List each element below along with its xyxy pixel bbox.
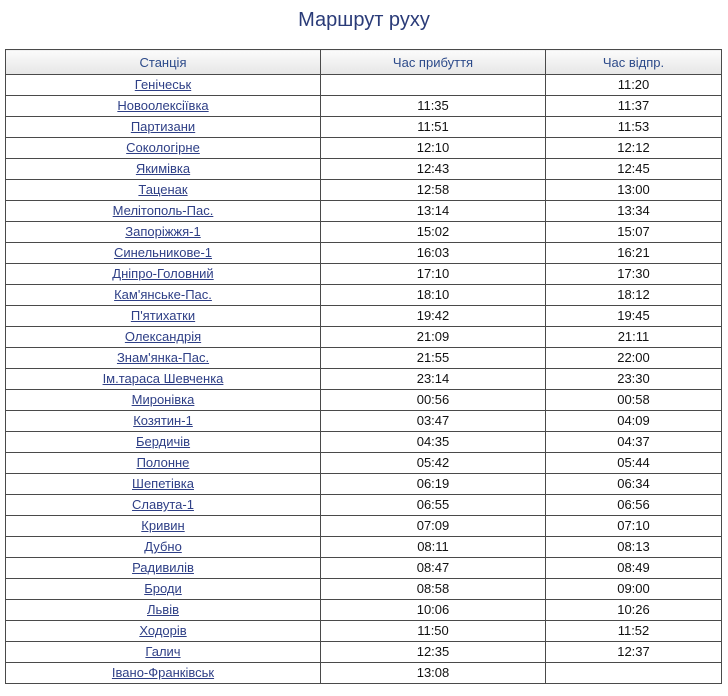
arrival-time-cell: 11:50 — [321, 621, 546, 642]
station-cell — [6, 96, 321, 117]
station-cell — [6, 348, 321, 369]
table-row — [6, 306, 722, 327]
departure-time-cell — [546, 663, 722, 684]
table-row — [6, 201, 722, 222]
arrival-time-cell: 21:55 — [321, 348, 546, 369]
station-cell — [6, 390, 321, 411]
table-row — [6, 117, 722, 138]
station-link[interactable]: Дніпро-Головний — [112, 266, 214, 281]
page-title: Маршрут руху — [298, 9, 430, 31]
departure-time-cell: 18:12 — [546, 285, 722, 306]
station-cell — [6, 306, 321, 327]
arrival-time-cell: 03:47 — [321, 411, 546, 432]
table-row — [6, 579, 722, 600]
table-row — [6, 516, 722, 537]
table-row — [6, 369, 722, 390]
arrival-time-cell: 23:14 — [321, 369, 546, 390]
station-link[interactable]: Львів — [146, 602, 179, 617]
route-table-body — [6, 75, 722, 684]
station-cell — [6, 285, 321, 306]
station-link[interactable]: Синельникове-1 — [113, 245, 213, 260]
table-row — [6, 75, 722, 96]
departure-time-cell: 00:58 — [546, 390, 722, 411]
station-link[interactable]: Новоолексіївка — [117, 98, 209, 113]
departure-time-cell: 10:26 — [546, 600, 722, 621]
departure-time-cell: 11:37 — [546, 96, 722, 117]
departure-time-cell: 04:37 — [546, 432, 722, 453]
station-link[interactable]: Таценак — [138, 182, 188, 197]
station-link[interactable]: Сокологірне — [126, 140, 200, 155]
table-row — [6, 285, 722, 306]
station-cell — [6, 243, 321, 264]
station-link[interactable]: Якимівка — [135, 161, 191, 176]
arrival-time-cell: 12:43 — [321, 159, 546, 180]
arrival-time-cell: 17:10 — [321, 264, 546, 285]
station-link[interactable]: Ім.тараса Шевченка — [102, 371, 224, 386]
table-row — [6, 453, 722, 474]
arrival-time-cell: 12:58 — [321, 180, 546, 201]
departure-time-cell: 21:11 — [546, 327, 722, 348]
arrival-time-cell: 10:06 — [321, 600, 546, 621]
departure-time-cell: 12:12 — [546, 138, 722, 159]
table-row — [6, 474, 722, 495]
table-row — [6, 642, 722, 663]
station-cell — [6, 159, 321, 180]
departure-time-cell: 13:00 — [546, 180, 722, 201]
column-header-station: Станція — [6, 50, 321, 75]
station-link[interactable]: Полонне — [136, 455, 190, 470]
station-link[interactable]: Олександрія — [124, 329, 202, 344]
table-row — [6, 138, 722, 159]
table-row — [6, 243, 722, 264]
column-header-arrival: Час прибуття — [321, 50, 546, 75]
table-row — [6, 390, 722, 411]
arrival-time-cell: 12:10 — [321, 138, 546, 159]
station-cell — [6, 537, 321, 558]
station-link[interactable]: Славута-1 — [132, 497, 194, 512]
arrival-time-cell: 11:51 — [321, 117, 546, 138]
station-link[interactable]: Партизани — [130, 119, 196, 134]
station-link[interactable]: Кривин — [141, 518, 185, 533]
station-link[interactable]: Миронівка — [131, 392, 195, 407]
station-link[interactable]: Шепетівка — [132, 476, 194, 491]
table-row — [6, 222, 722, 243]
departure-time-cell: 11:20 — [546, 75, 722, 96]
departure-time-cell: 11:53 — [546, 117, 722, 138]
station-cell — [6, 264, 321, 285]
table-row — [6, 537, 722, 558]
station-cell — [6, 558, 321, 579]
arrival-time-cell: 06:55 — [321, 495, 546, 516]
departure-time-cell: 17:30 — [546, 264, 722, 285]
station-cell — [6, 75, 321, 96]
table-row — [6, 600, 722, 621]
station-cell — [6, 453, 321, 474]
station-link[interactable]: П'ятихатки — [130, 308, 196, 323]
station-link[interactable]: Івано-Франківськ — [111, 665, 215, 680]
arrival-time-cell: 12:35 — [321, 642, 546, 663]
departure-time-cell: 06:34 — [546, 474, 722, 495]
station-cell — [6, 411, 321, 432]
station-cell — [6, 621, 321, 642]
departure-time-cell: 23:30 — [546, 369, 722, 390]
table-row — [6, 327, 722, 348]
table-row — [6, 411, 722, 432]
arrival-time-cell: 04:35 — [321, 432, 546, 453]
arrival-time-cell: 00:56 — [321, 390, 546, 411]
station-cell — [6, 663, 321, 684]
station-cell — [6, 516, 321, 537]
station-link[interactable]: Знам'янка-Пас. — [116, 350, 210, 365]
departure-time-cell: 05:44 — [546, 453, 722, 474]
table-row — [6, 159, 722, 180]
station-cell — [6, 369, 321, 390]
arrival-time-cell: 06:19 — [321, 474, 546, 495]
station-cell — [6, 222, 321, 243]
departure-time-cell: 09:00 — [546, 579, 722, 600]
station-link[interactable]: Ходорів — [139, 623, 187, 638]
departure-time-cell: 08:49 — [546, 558, 722, 579]
arrival-time-cell — [321, 75, 546, 96]
arrival-time-cell: 15:02 — [321, 222, 546, 243]
station-cell — [6, 600, 321, 621]
departure-time-cell: 22:00 — [546, 348, 722, 369]
station-link[interactable]: Галич — [145, 644, 181, 659]
table-row — [6, 348, 722, 369]
departure-time-cell: 06:56 — [546, 495, 722, 516]
departure-time-cell: 13:34 — [546, 201, 722, 222]
departure-time-cell: 16:21 — [546, 243, 722, 264]
departure-time-cell: 12:37 — [546, 642, 722, 663]
station-cell — [6, 579, 321, 600]
station-cell — [6, 180, 321, 201]
arrival-time-cell: 08:11 — [321, 537, 546, 558]
table-header-row — [6, 50, 722, 75]
table-row — [6, 495, 722, 516]
station-link[interactable]: Запоріжжя-1 — [125, 224, 201, 239]
station-cell — [6, 117, 321, 138]
station-link[interactable]: Кам'янське-Пас. — [114, 287, 212, 302]
departure-time-cell: 12:45 — [546, 159, 722, 180]
station-cell — [6, 474, 321, 495]
station-cell — [6, 138, 321, 159]
arrival-time-cell: 19:42 — [321, 306, 546, 327]
table-row — [6, 558, 722, 579]
arrival-time-cell: 08:58 — [321, 579, 546, 600]
arrival-time-cell: 21:09 — [321, 327, 546, 348]
table-row — [6, 663, 722, 684]
station-cell — [6, 432, 321, 453]
table-row — [6, 264, 722, 285]
table-row — [6, 621, 722, 642]
arrival-time-cell: 18:10 — [321, 285, 546, 306]
departure-time-cell: 04:09 — [546, 411, 722, 432]
arrival-time-cell: 13:14 — [321, 201, 546, 222]
arrival-time-cell: 11:35 — [321, 96, 546, 117]
station-cell — [6, 201, 321, 222]
arrival-time-cell: 08:47 — [321, 558, 546, 579]
departure-time-cell: 11:52 — [546, 621, 722, 642]
station-link[interactable]: Генічеськ — [134, 77, 192, 92]
station-link[interactable]: Броди — [144, 581, 182, 596]
station-link[interactable]: Козятин-1 — [133, 413, 193, 428]
station-cell — [6, 327, 321, 348]
station-link[interactable]: Радивилів — [132, 560, 194, 575]
station-link[interactable]: Дубно — [144, 539, 182, 554]
departure-time-cell: 19:45 — [546, 306, 722, 327]
station-cell — [6, 642, 321, 663]
station-cell — [6, 495, 321, 516]
route-table — [5, 49, 722, 684]
arrival-time-cell: 13:08 — [321, 663, 546, 684]
station-link[interactable]: Мелітополь-Пас. — [112, 203, 214, 218]
station-link[interactable]: Бердичів — [135, 434, 191, 449]
departure-time-cell: 08:13 — [546, 537, 722, 558]
arrival-time-cell: 07:09 — [321, 516, 546, 537]
column-header-departure: Час відпр. — [546, 50, 722, 75]
arrival-time-cell: 16:03 — [321, 243, 546, 264]
departure-time-cell: 15:07 — [546, 222, 722, 243]
table-row — [6, 432, 722, 453]
arrival-time-cell: 05:42 — [321, 453, 546, 474]
departure-time-cell: 07:10 — [546, 516, 722, 537]
table-row — [6, 180, 722, 201]
table-row — [6, 96, 722, 117]
